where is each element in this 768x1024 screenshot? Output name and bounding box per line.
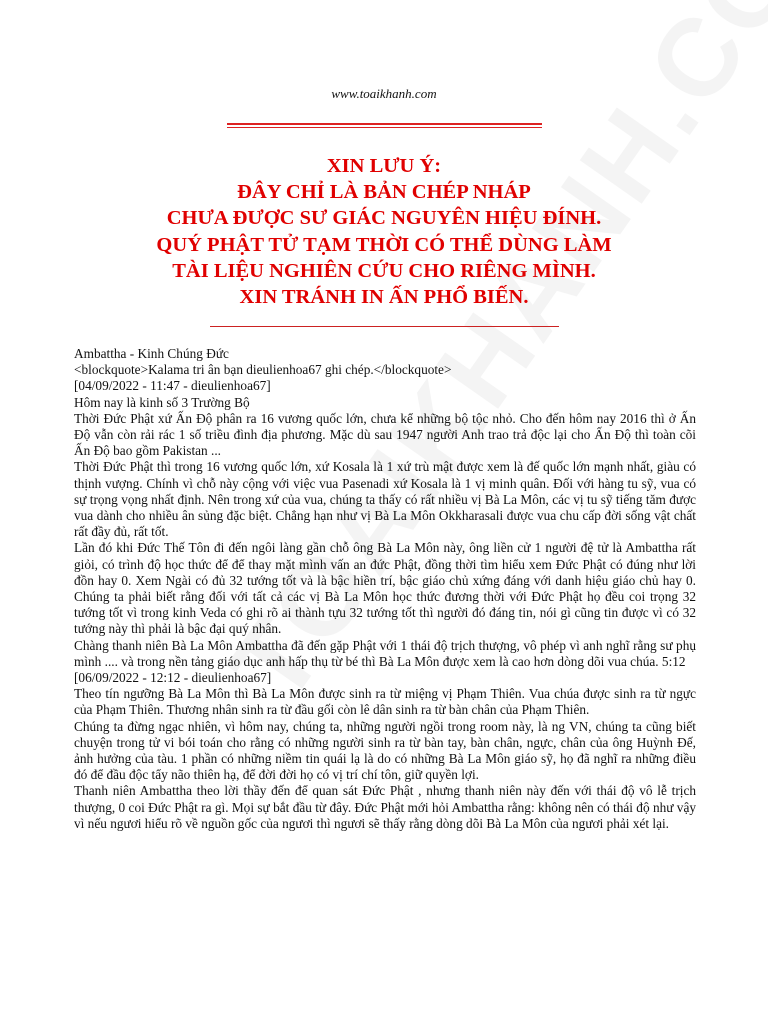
- paragraph: Thời Đức Phật thì trong 16 vương quốc lớn, xứ Kosala là 1 xứ trù mật được xem là đế quốc lớn mạnh nhất, giàu có thịnh vượng. Chính vì chỗ này cộng với việc vua Pasenadi xứ Kosala là 1 vị minh quân. Đối với hàng tu sỹ, vua có sự trọng vọng nhất định. Nên trong xứ của vua, chúng ta thấy có rất nhiều vị Bà La Môn, các vị tu sỹ tiếng tăm được vua dành cho nhiều ân sủng đặc biệt. Chẳng hạn như vị Bà La Môn Okkharasali được vua chu cấp đời sống vật chất rất đầy đủ, rất tốt.: [74, 459, 696, 540]
- rule-line: [227, 123, 542, 125]
- notice-line: CHƯA ĐƯỢC SƯ GIÁC NGUYÊN HIỆU ĐÍNH.: [166, 207, 602, 230]
- paragraph: Theo tín ngưỡng Bà La Môn thì Bà La Môn được sinh ra từ miệng vị Phạm Thiên. Vua chúa được sinh ra từ ngực của Phạm Thiên. Thương nhân sinh ra từ đầu gối còn lê dân sinh ra từ bàn chân của Phạm Thiên.: [74, 686, 696, 718]
- notice-line: QUÝ PHẬT TỬ TẠM THỜI CÓ THỂ DÙNG LÀM: [156, 233, 612, 256]
- notice-line: XIN LƯU Ý:: [326, 155, 442, 177]
- paragraph: Hôm nay là kinh số 3 Trường Bộ: [74, 394, 250, 410]
- notice-block: [0, 153, 768, 310]
- rule-line: [227, 127, 542, 129]
- notice-divider: [210, 326, 559, 327]
- paragraph: Chúng ta đừng ngạc nhiên, vì hôm nay, chúng ta, những người ngồi trong room này, là ng VN, chúng ta cũng biết chuyện trong tử vi bói toán cho rằng có những người sinh ra từ bàn tay, bàn chân, ngực, chân của ông Huỳnh Đế, ảnh hưởng của tàu. 1 phần có những niềm tin quái lạ là do có những Bà La Môn giáo sỹ, họ đã nghĩ ra những điều đó để đầu độc tẩy não thiên hạ, để đời đời họ có vị trí chí tôn, giữ quyền lợi.: [74, 718, 696, 783]
- header-double-rule: [227, 123, 542, 130]
- site-url: www.toaikhanh.com: [331, 86, 437, 101]
- notice-line: TÀI LIỆU NGHIÊN CỨU CHO RIÊNG MÌNH.: [172, 259, 596, 282]
- notice-line: ĐÂY CHỈ LÀ BẢN CHÉP NHÁP: [237, 181, 531, 204]
- credit-line: <blockquote>Kalama tri ân bạn dieulienhoa67 ghi chép.</blockquote>: [74, 362, 452, 378]
- paragraph: Lần đó khi Đức Thế Tôn đi đến ngôi làng gần chỗ ông Bà La Môn này, ông liền cử 1 người đệ tử là Ambattha rất giỏi, có trình độ học thức để để thay mặt mình vấn an đức Phật, đồng thời tìm hiểu xem Đức Phật có đúng như lời đồn hay 0. Xem Ngài có đủ 32 tướng tốt và là bậc hiền trí, bậc giáo chủ xứng đáng với danh hiệu giáo chủ hay 0. Chúng ta phải biết rằng đối với tất cả các vị Bà La Môn học thức đương thời với Đức Phật họ đều coi trọng 32 tướng tốt vì trong kinh Veda có ghi rõ ai thành tựu 32 tướng tốt thì người đó đáng tin, nói gì cũng tin được vì có 32 tướng này thì phải là bậc đại quý nhân.: [74, 540, 696, 637]
- notice-line: XIN TRÁNH IN ẤN PHỔ BIẾN.: [239, 286, 529, 309]
- doc-title: Ambattha - Kinh Chúng Đức: [74, 346, 229, 361]
- document-body: [74, 346, 696, 832]
- timestamp: [04/09/2022 - 11:47 - dieulienhoa67]: [74, 378, 271, 394]
- paragraph: Chàng thanh niên Bà La Môn Ambattha đã đến gặp Phật với 1 thái độ trịch thượng, vô phép vì anh nghĩ rằng sư phụ mình .... và trong nền tảng giáo dục anh hấp thụ từ bé thì Bà La Môn được xem là cao hơn dòng dõi vua chúa. 5:12: [74, 637, 696, 669]
- timestamp: [06/09/2022 - 12:12 - dieulienhoa67]: [74, 670, 272, 686]
- paragraph: Thanh niên Ambattha theo lời thầy đến để quan sát Đức Phật , nhưng thanh niên này đến với thái độ vô lễ trịch thượng, 0 coi Đức Phật ra gì. Mọi sự bắt đầu từ đây. Đức Phật mới hỏi Ambattha rằng: không nên có thái độ như vậy vì nếu ngươi hiểu rõ về nguồn gốc của ngươi thì ngươi sẽ thấy rằng dòng dõi Bà La Môn của ngươi phải xét lại.: [74, 783, 696, 831]
- paragraph: Thời Đức Phật xứ Ấn Độ phân ra 16 vương quốc lớn, chưa kể những bộ tộc nhỏ. Cho đến hôm nay 2016 thì ở Ấn Độ vẫn còn rải rác 1 số triều đình địa phương. Mặc dù sau 1947 người Anh trao trả độc lại cho Ấn Độ thì toàn cõi Ấn Độ bao gồm Pakistan ...: [74, 410, 696, 459]
